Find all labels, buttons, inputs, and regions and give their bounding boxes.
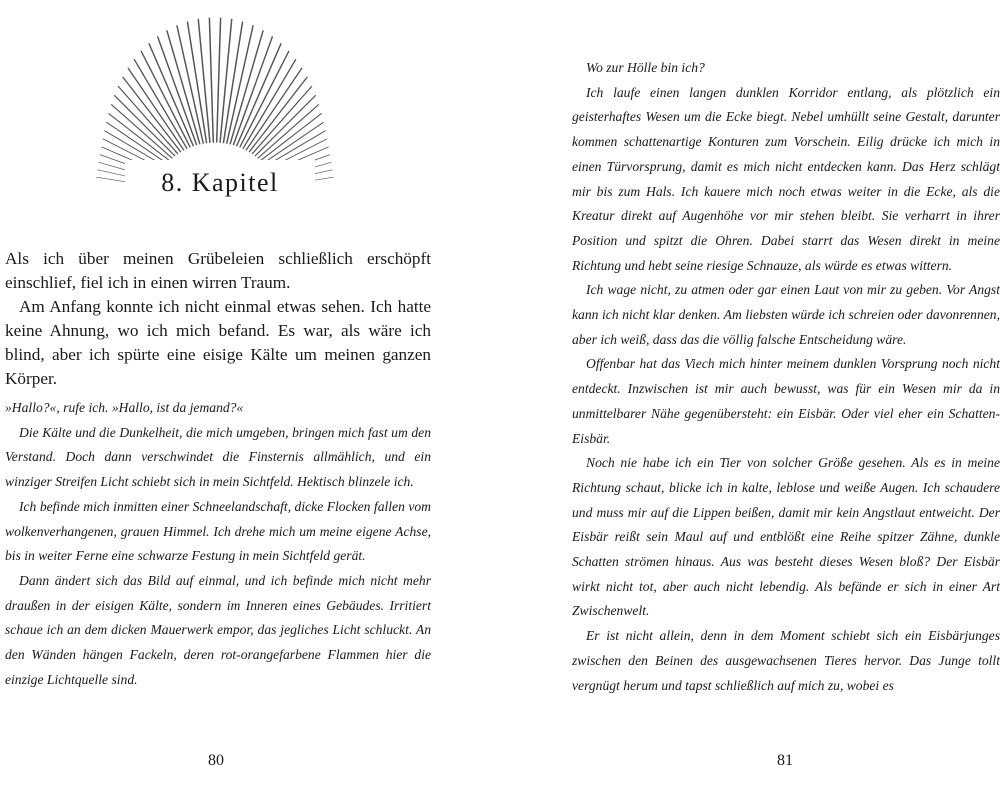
paragraph: Am Anfang konnte ich nicht einmal etwas sehen. Ich hatte keine Ahnung, wo ich mich befand. Es war, als wäre ich blind, aber ich spürte eine eisige Kälte um meinen ganzen Körper. bbox=[5, 297, 431, 388]
left-page bbox=[0, 0, 470, 800]
paragraph: »Hallo?«, rufe ich. »Hallo, ist da jemand?« bbox=[5, 400, 244, 415]
sunburst-ray bbox=[217, 18, 221, 142]
left-roman-text bbox=[5, 247, 431, 391]
right-italic-text bbox=[572, 56, 1000, 698]
paragraph: Ich laufe einen langen dunklen Korridor entlang, als plötzlich ein geisterhaftes Wesen um die Ecke biegt. Nebel umhüllt seine Gestalt, darunter kommen schattenartige Konturen zum Vorschein. Eilig drücke ich mich in einen Türvorsprung, damit es mich nicht entdecken kann. Das Herz schlägt mir bis zum Hals. Ich kauere mich noch etwas weiter in die Ecke, als die Kreatur direkt auf Augenhöhe vor mir stehen bleibt. Sie verharrt in ihrer Position und spitzt die Ohren. Dabei starrt das Wesen direkt in meine Richtung und hebt seine riesige Schnauze, als würde es etwas wittern. bbox=[572, 84, 1000, 273]
paragraph: Noch nie habe ich ein Tier von solcher Größe gesehen. Als es in meine Richtung schaut, blicke ich in kalte, leblose und weiße Augen. Ich schaudere und muss mir auf die Lippen beißen, damit mir kein Angstlaut entweicht. Der Eisbär reißt sein Maul auf und entblößt eine Reihe spitzer Zähne, dunkle Schatten strömen hinaus. Aus was besteht dieses Wesen bloß? Der Eisbär wirkt nicht tot, aber auch nicht lebendig. Als befände er sich in einer Art Zwischenwelt. bbox=[572, 455, 1000, 619]
paragraph: Er ist nicht allein, denn in dem Moment schiebt sich ein Eisbärjunges zwischen den Beinen des ausgewachsenen Tieres hervor. Das Junge tollt vergnügt herum und tapst schließlich auf mich zu, wobei es bbox=[572, 628, 1000, 693]
paragraph: Ich wage nicht, zu atmen oder gar einen Laut von mir zu geben. Vor Angst kann ich nicht klar denken. Am liebsten würde ich schreien oder davonrennen, aber ich weiß, dass das die völlig falsche Entscheidung wäre. bbox=[572, 282, 1000, 347]
paragraph: Die Kälte und die Dunkelheit, die mich umgeben, bringen mich fast um den Verstand. Doch dann verschwindet die Finsternis allmählich, und ein winziger Streifen Licht schiebt sich in mein Sichtfeld. Hektisch blinzele ich. bbox=[5, 424, 431, 490]
chapter-title: 8. Kapitel bbox=[161, 168, 279, 197]
paragraph: Wo zur Hölle bin ich? bbox=[586, 60, 705, 75]
paragraph: Dann ändert sich das Bild auf einmal, und ich befinde mich nicht mehr draußen in der eisigen Kälte, sondern im Inneren eines Gebäudes. Irritiert schaue ich an dem dicken Mauerwerk empor, das jegliches Licht schluckt. An den Wänden hängen Fackeln, deren rot-orangefarbene Flammen hier die einzige Lichtquelle sind. bbox=[5, 572, 431, 687]
right-page bbox=[530, 0, 1000, 800]
sunburst-ray bbox=[234, 37, 273, 145]
sunburst-ray bbox=[209, 18, 213, 142]
paragraph: Als ich über meinen Grübeleien schließlich erschöpft einschlief, fiel ich in einen wirren Traum. bbox=[5, 249, 431, 292]
left-italic-text bbox=[5, 396, 431, 692]
page-number-right: 81 bbox=[777, 752, 793, 769]
paragraph: Offenbar hat das Viech mich hinter meinem dunklen Vorsprung noch nicht entdeckt. Inzwischen ist mir auch bewusst, was für ein Wesen mir da in unmittelbarer Nähe gegenübersteht: ein Eisbär. Oder viel eher ein Schatten-Eisbär. bbox=[572, 356, 1000, 446]
sunburst-ray bbox=[263, 122, 323, 163]
page-number-left: 80 bbox=[208, 752, 224, 769]
sunburst-ray bbox=[107, 122, 167, 163]
sunburst-ray bbox=[158, 37, 197, 145]
sunburst-ray bbox=[230, 31, 263, 144]
sunburst-ray bbox=[167, 31, 200, 144]
paragraph: Ich befinde mich inmitten einer Schneelandschaft, dicke Flocken fallen vom wolkenverhangenen, grauen Himmel. Ich drehe mich um meine eigene Achse, bis in weiter Ferne eine schwarze Festung in mein Sichtfeld gerät. bbox=[5, 498, 431, 564]
